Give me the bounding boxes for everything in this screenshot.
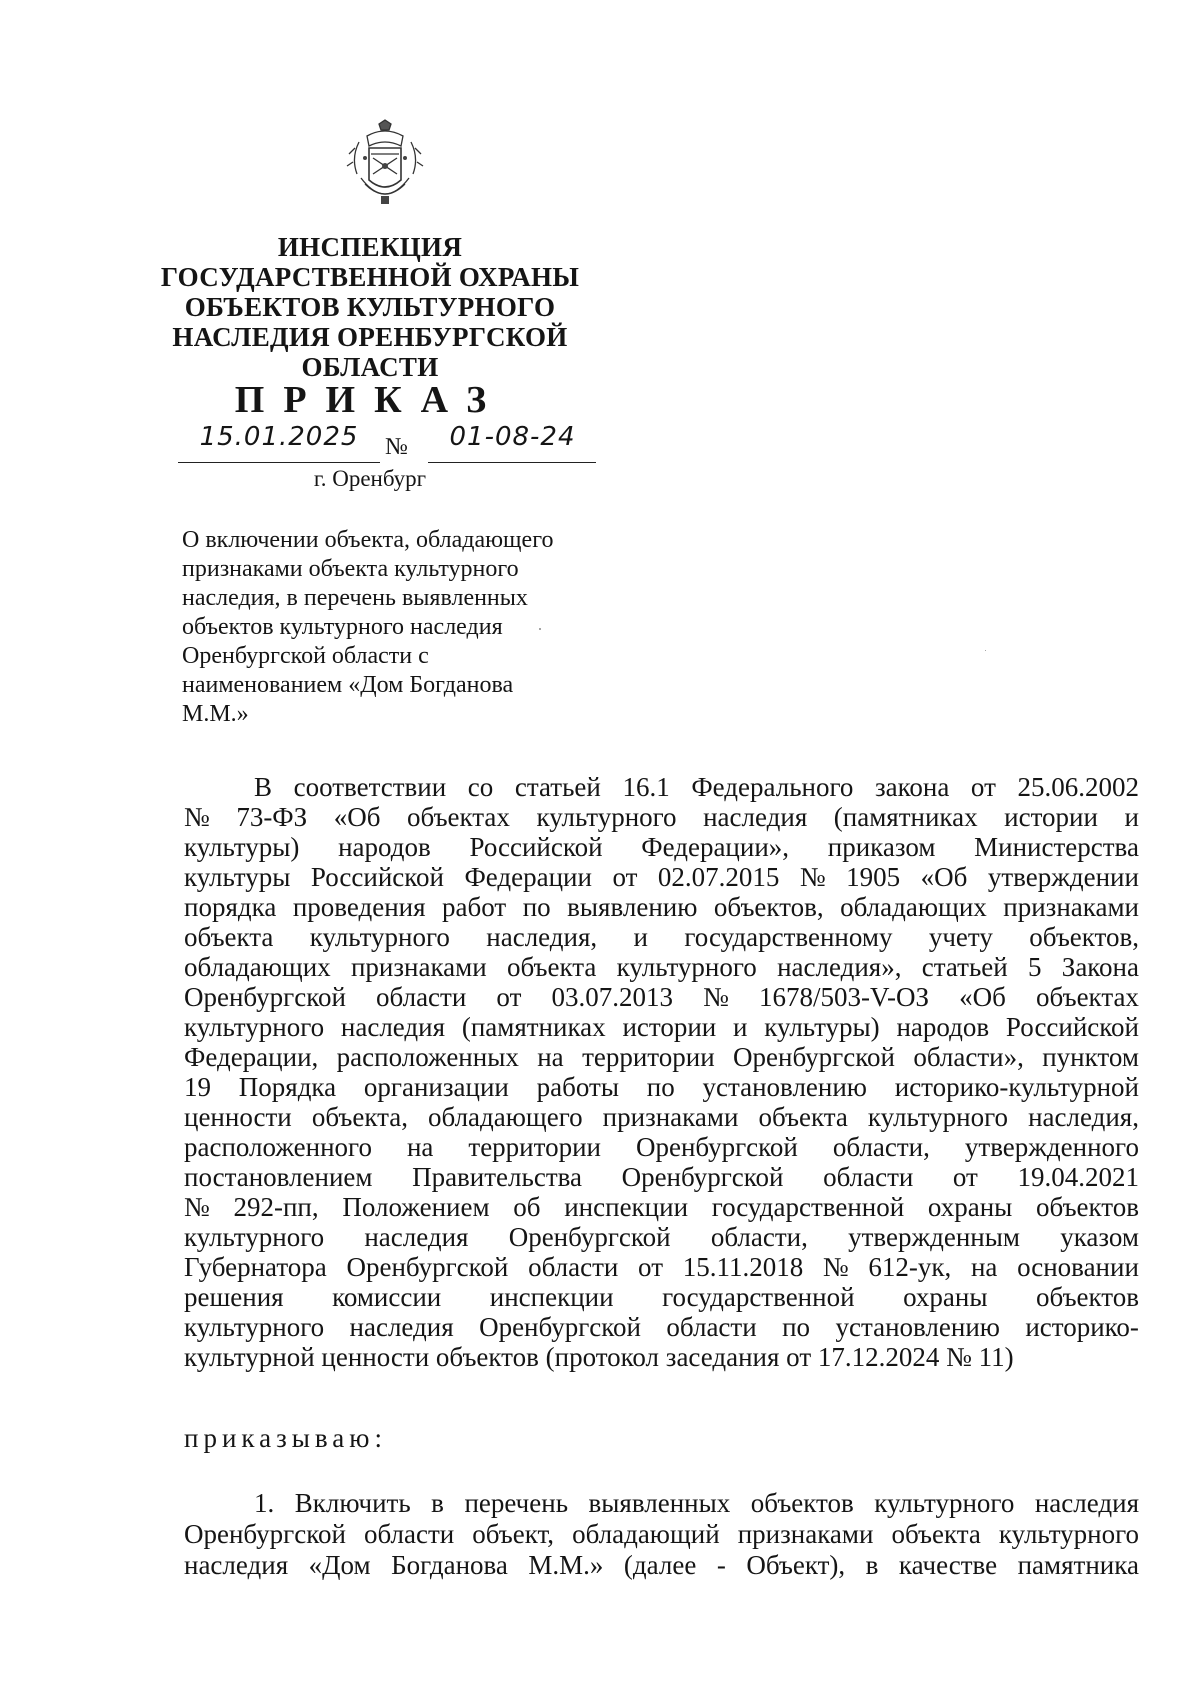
subject-line: М.М.»: [182, 701, 249, 727]
org-line: ИНСПЕКЦИЯ: [277, 232, 463, 262]
text-line: культурного наследия Оренбургской области, утвержденным указом: [184, 1222, 1139, 1252]
text-line: № 73-ФЗ «Об объектах культурного наследия (памятниках истории и: [184, 802, 1139, 832]
preamble-paragraph: [184, 772, 1139, 1372]
text-line: обладающих признаками объекта культурного наследия», статьей 5 Закона: [184, 952, 1139, 982]
text-line: культурной ценности объектов (протокол заседания от 17.12.2024 № 11): [184, 1342, 1014, 1372]
text-line: наследия «Дом Богданова М.М.» (далее - Объект), в качестве памятника: [184, 1550, 1139, 1580]
coat-of-arms-icon: [345, 118, 425, 214]
text-line: порядка проведения работ по выявлению объектов, обладающих признаками: [184, 892, 1139, 922]
subject-line: признаками объекта культурного: [182, 556, 519, 582]
text-line: культурного наследия Оренбургской области по установлению историко-: [184, 1312, 1139, 1342]
subject-line: наследия, в перечень выявленных: [182, 585, 528, 611]
org-line: ОБЛАСТИ: [301, 352, 439, 382]
text-line: В соответствии со статьей 16.1 Федерального закона от 25.06.2002: [254, 772, 1139, 802]
handwritten-date: 15.01.2025: [199, 422, 359, 452]
scan-speck: [985, 650, 986, 651]
number-sign: №: [385, 434, 408, 460]
number-underline: [428, 462, 596, 463]
text-line: расположенного на территории Оренбургской области, утвержденного: [184, 1132, 1139, 1162]
text-line: 19 Порядка организации работы по установлению историко-культурной: [184, 1072, 1139, 1102]
order-item-1: [184, 1488, 1139, 1581]
scan-speck: [539, 628, 541, 630]
handwritten-number: 01-08-24: [449, 422, 576, 452]
text-line: 1. Включить в перечень выявленных объектов культурного наследия: [254, 1488, 1139, 1518]
org-line: ГОСУДАРСТВЕННОЙ ОХРАНЫ: [160, 262, 580, 292]
text-line: Оренбургской области объект, обладающий признаками объекта культурного: [184, 1519, 1139, 1549]
org-line: ОБЪЕКТОВ КУЛЬТУРНОГО: [184, 292, 556, 322]
order-word: приказываю:: [184, 1423, 387, 1453]
text-line: культуры) народов Российской Федерации», приказом Министерства: [184, 832, 1139, 862]
text-line: Оренбургской области от 03.07.2013 № 1678/503-V-ОЗ «Об объектах: [184, 982, 1139, 1012]
text-line: культуры Российской Федерации от 02.07.2015 № 1905 «Об утверждении: [184, 862, 1139, 892]
subject-line: О включении объекта, обладающего: [182, 527, 554, 553]
text-line: Федерации, расположенных на территории Оренбургской области», пунктом: [184, 1042, 1139, 1072]
text-line: постановлением Правительства Оренбургской области от 19.04.2021: [184, 1162, 1139, 1192]
text-line: № 292-пп, Положением об инспекции государственной охраны объектов: [184, 1192, 1139, 1222]
text-line: культурного наследия (памятниках истории и культуры) народов Российской: [184, 1012, 1139, 1042]
text-line: решения комиссии инспекции государственной охраны объектов: [184, 1282, 1139, 1312]
city-name: г. Оренбург: [313, 466, 427, 491]
text-line: ценности объекта, обладающего признаками объекта культурного наследия,: [184, 1102, 1139, 1132]
subject-line: Оренбургской области с: [182, 643, 429, 669]
subject-line: объектов культурного наследия: [182, 614, 503, 640]
organization-name: [160, 232, 580, 382]
text-line: объекта культурного наследия, и государственному учету объектов,: [184, 922, 1139, 952]
text-line: Губернатора Оренбургской области от 15.11.2018 № 612-ук, на основании: [184, 1252, 1139, 1282]
document-subject: [182, 526, 553, 729]
date-underline: [178, 462, 380, 463]
subject-line: наименованием «Дом Богданова: [182, 672, 514, 698]
document-type-title: ПРИКАЗ: [234, 379, 506, 421]
org-line: НАСЛЕДИЯ ОРЕНБУРГСКОЙ: [172, 322, 568, 352]
